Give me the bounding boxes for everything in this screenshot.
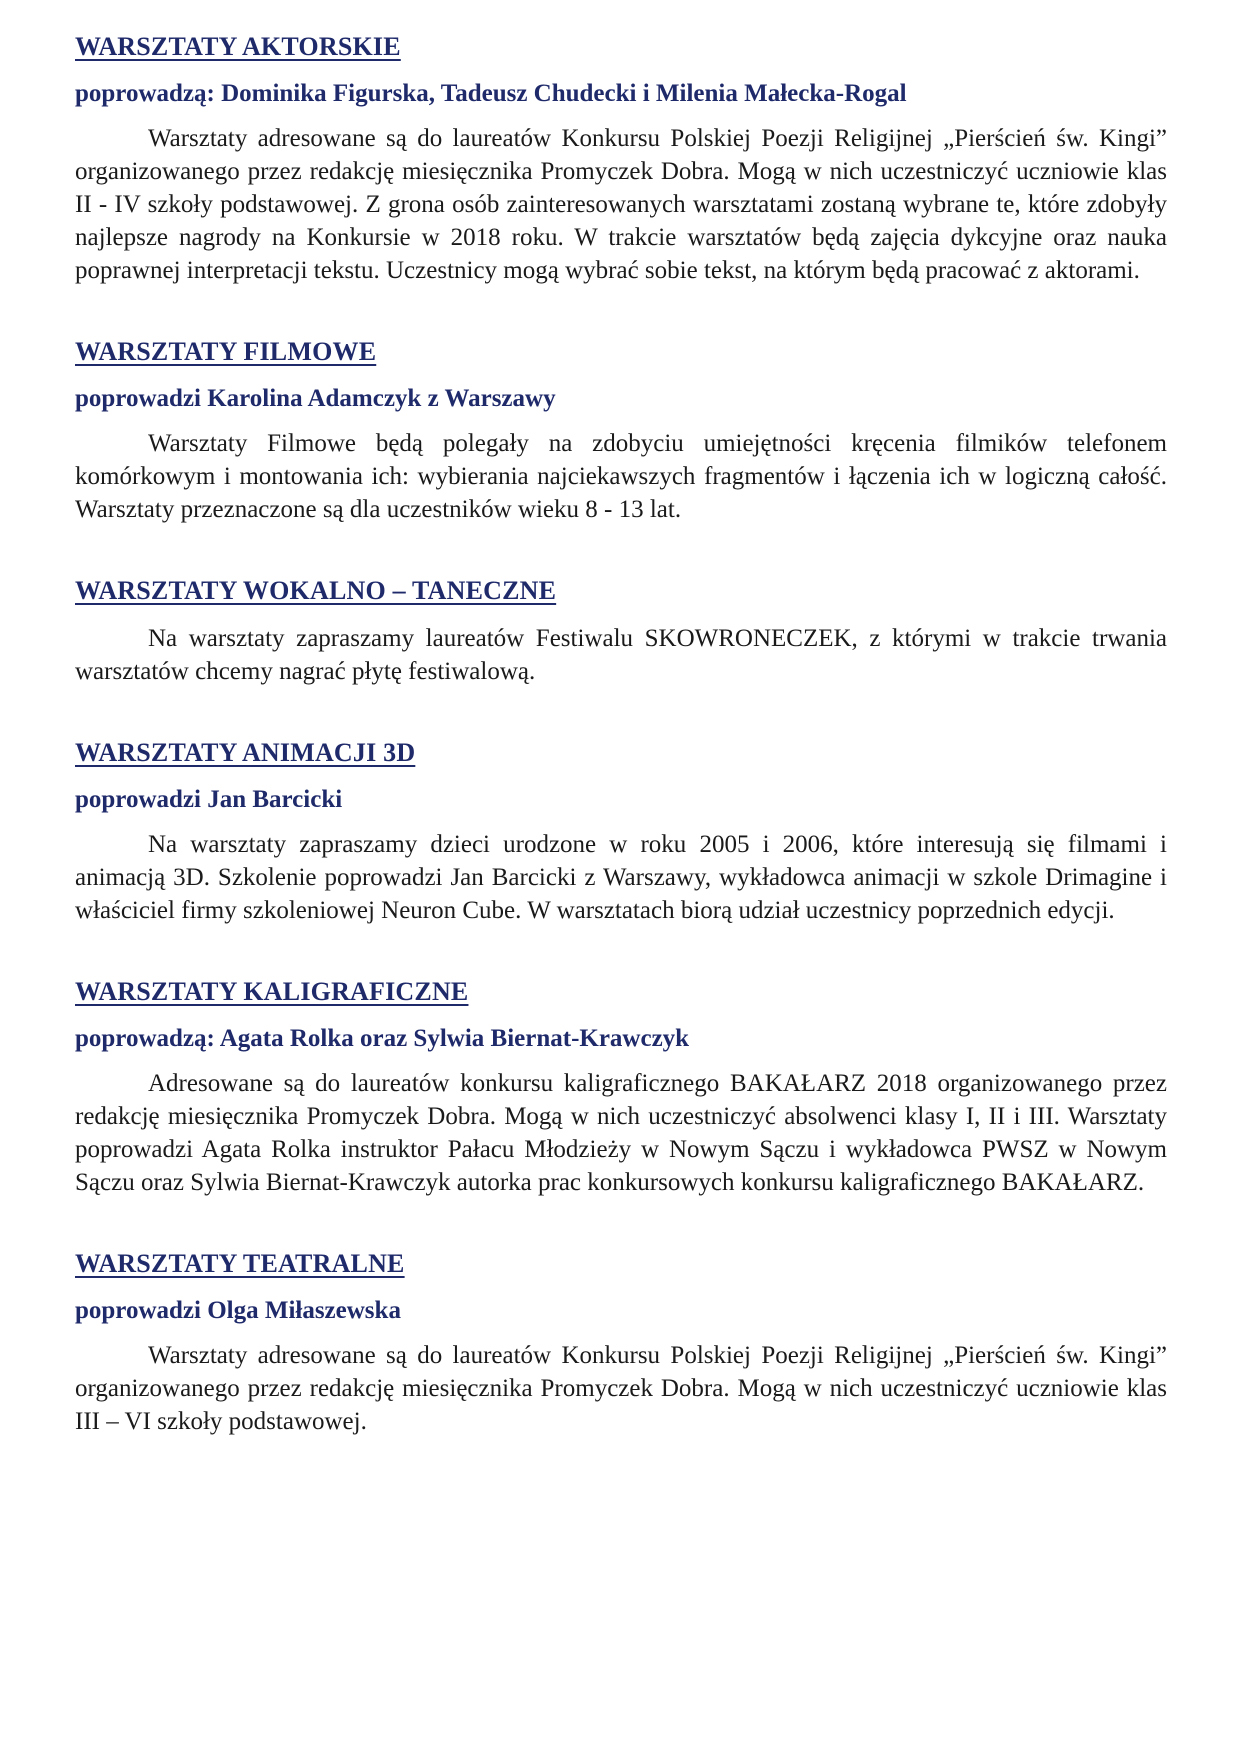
section-body: Na warsztaty zapraszamy laureatów Festiwalu SKOWRONECZEK, z którymi w trakcie trwania warsztatów chcemy nagrać płytę festiwalową. [75,625,1167,685]
section-lead: poprowadzą: Agata Rolka oraz Sylwia Biernat-Krawczyk [75,1025,690,1052]
section-body: Warsztaty Filmowe będą polegały na zdobyciu umiejętności kręcenia filmików telefonem komórkowym i montowania ich: wybierania najciekawszych fragmentów i łączenia ich w logiczną całość. Warsztaty przeznaczone są dla uczestników wieku 8 - 13 lat. [75,430,1167,523]
section-title: WARSZTATY ANIMACJI 3D [75,738,416,767]
section-body: Warsztaty adresowane są do laureatów Konkursu Polskiej Poezji Religijnej „Pierścień św. Kingi” organizowanego przez redakcję miesięcznika Promyczek Dobra. Mogą w nich uczestniczyć uczniowie klas II - IV szkoły podstawowej. Z grona osób zainteresowanych warsztatami zostaną wybrane te, które zdobyły najlepsze nagrody na Konkursie w 2018 roku. W trakcie warsztatów będą zajęcia dykcyjne oraz nauka poprawnej interpretacji tekstu. Uczestnicy mogą wybrać sobie tekst, na którym będą pracować z aktorami. [75,125,1167,284]
section-warsztaty-animacji-3d [75,736,1167,927]
section-warsztaty-filmowe [75,335,1167,526]
section-warsztaty-kaligraficzne [75,975,1167,1199]
section-body: Adresowane są do laureatów konkursu kaligraficznego BAKAŁARZ 2018 organizowanego przez redakcję miesięcznika Promyczek Dobra. Mogą w nich uczestniczyć absolwenci klasy I, II i III. Warsztaty poprowadzi Agata Rolka instruktor Pałacu Młodzieży w Nowym Sączu i wykładowca PWSZ w Nowym Sączu oraz Sylwia Biernat-Krawczyk autorka prac konkursowych konkursu kaligraficznego BAKAŁARZ. [75,1070,1167,1196]
section-lead: poprowadzi Olga Miłaszewska [75,1297,401,1324]
section-lead: poprowadzi Karolina Adamczyk z Warszawy [75,385,556,412]
section-warsztaty-aktorskie [75,30,1167,287]
section-body: Warsztaty adresowane są do laureatów Konkursu Polskiej Poezji Religijnej „Pierścień św. Kingi” organizowanego przez redakcję miesięcznika Promyczek Dobra. Mogą w nich uczestniczyć uczniowie klas III – VI szkoły podstawowej. [75,1342,1167,1435]
section-title: WARSZTATY AKTORSKIE [75,32,401,61]
section-title: WARSZTATY KALIGRAFICZNE [75,977,469,1006]
section-body: Na warsztaty zapraszamy dzieci urodzone w roku 2005 i 2006, które interesują się filmami i animacją 3D. Szkolenie poprowadzi Jan Barcicki z Warszawy, wykładowca animacji w szkole Drimagine i właściciel firmy szkoleniowej Neuron Cube. W warsztatach biorą udział uczestnicy poprzednich edycji. [75,831,1167,924]
document-page [75,30,1167,1486]
section-lead: poprowadzą: Dominika Figurska, Tadeusz Chudecki i Milenia Małecka-Rogal [75,80,907,107]
section-lead: poprowadzi Jan Barcicki [75,786,343,813]
section-title: WARSZTATY FILMOWE [75,337,377,366]
section-title: WARSZTATY TEATRALNE [75,1249,405,1278]
section-title: WARSZTATY WOKALNO – TANECZNE [75,576,557,605]
section-warsztaty-wokalno-taneczne [75,574,1167,688]
section-warsztaty-teatralne [75,1247,1167,1438]
